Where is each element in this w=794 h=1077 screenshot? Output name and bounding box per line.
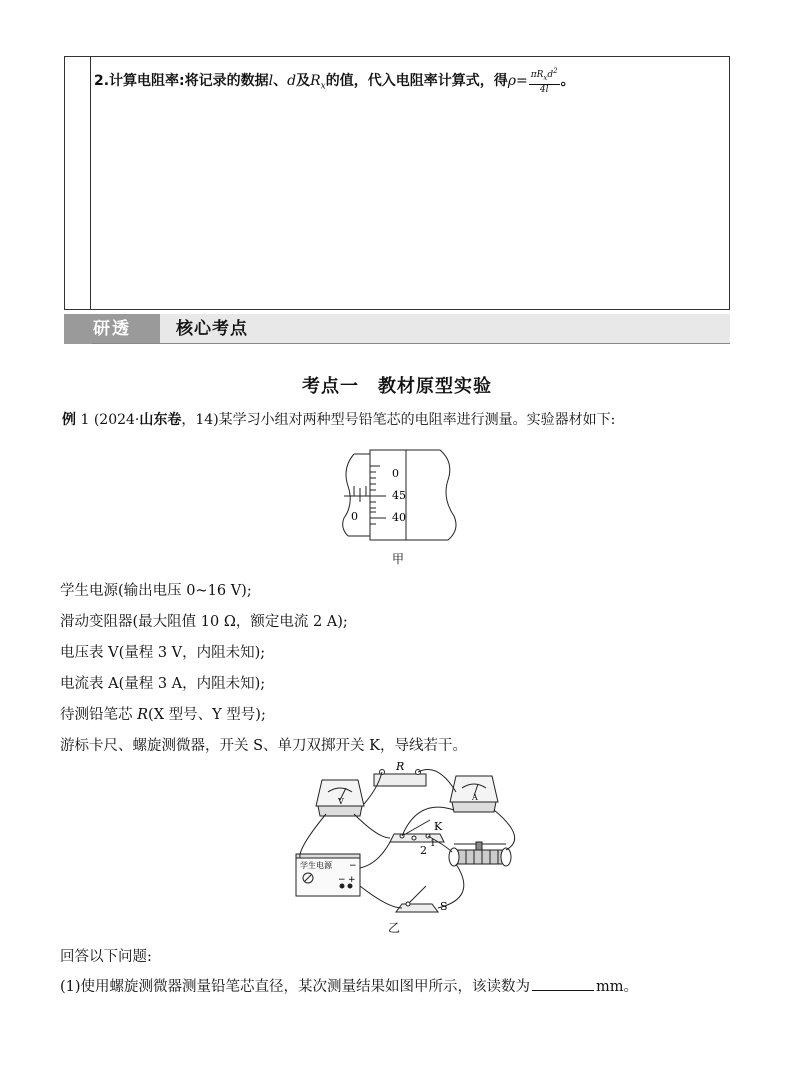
label-K: K <box>434 820 443 833</box>
power-plus: + <box>348 875 356 885</box>
equipment-1: 学生电源(输出电压 0~16 V); <box>60 583 252 599</box>
thimble-mark-40: 40 <box>392 511 406 524</box>
label-1: 1 <box>430 839 436 849</box>
thimble-mark-45: 45 <box>392 489 406 502</box>
equipment-6: 游标卡尺、螺旋测微器，开关 S、单刀双掷开关 K，导线若干。 <box>60 738 467 754</box>
power-minus: − <box>338 875 346 885</box>
example-line: 例 1 (2024·山东卷，14)某学习小组对两种型号铅笔芯的电阻率进行测量。实验器材如下: <box>62 412 616 428</box>
power-minus-top: − <box>349 861 357 871</box>
label-A: A <box>472 793 478 802</box>
label-S: S <box>440 900 448 913</box>
step2-text: 2.计算电阻率:将记录的数据l、d及$R_x$的值，代入电阻率计算式，得ρ= $\frac{\pi R_xd^2}{4l}$ 。 <box>94 67 575 95</box>
question-1: (1)使用螺旋测微器测量铅笔芯直径，某次测量结果如图甲所示，该读数为 mm。 <box>60 979 639 995</box>
answer-blank[interactable] <box>532 978 594 991</box>
banner-tag: 研透 <box>93 319 131 339</box>
thimble-mark-0: 0 <box>392 467 399 480</box>
banner-title: 核心考点 <box>176 319 248 339</box>
micrometer-figure <box>336 446 466 546</box>
box-divider <box>90 56 91 310</box>
banner-underline <box>92 343 730 344</box>
power-label: 学生电源 <box>300 861 332 870</box>
label-2: 2 <box>420 844 427 857</box>
resistivity-formula: $\frac{\pi R_xd^2}{4l}$ <box>530 67 558 95</box>
equipment-3: 电压表 V(量程 3 V，内阻未知); <box>60 645 266 661</box>
figure1-caption: 甲 <box>392 552 405 566</box>
equipment-2: 滑动变阻器(最大阻值 10 Ω，额定电流 2 A); <box>60 614 348 630</box>
section-banner <box>64 314 730 344</box>
equipment-4: 电流表 A(量程 3 A，内阻未知); <box>60 676 266 692</box>
figure2-caption: 乙 <box>388 921 401 935</box>
circuit-figure <box>278 758 522 918</box>
section-heading: 考点一 教材原型实验 <box>302 376 492 397</box>
sleeve-mark-0: 0 <box>351 510 358 523</box>
answer-prompt: 回答以下问题: <box>60 949 152 965</box>
equipment-5: 待测铅笔芯 R(X 型号、Y 型号); <box>60 707 266 723</box>
label-V: V <box>338 797 344 806</box>
label-R: R <box>396 760 405 773</box>
